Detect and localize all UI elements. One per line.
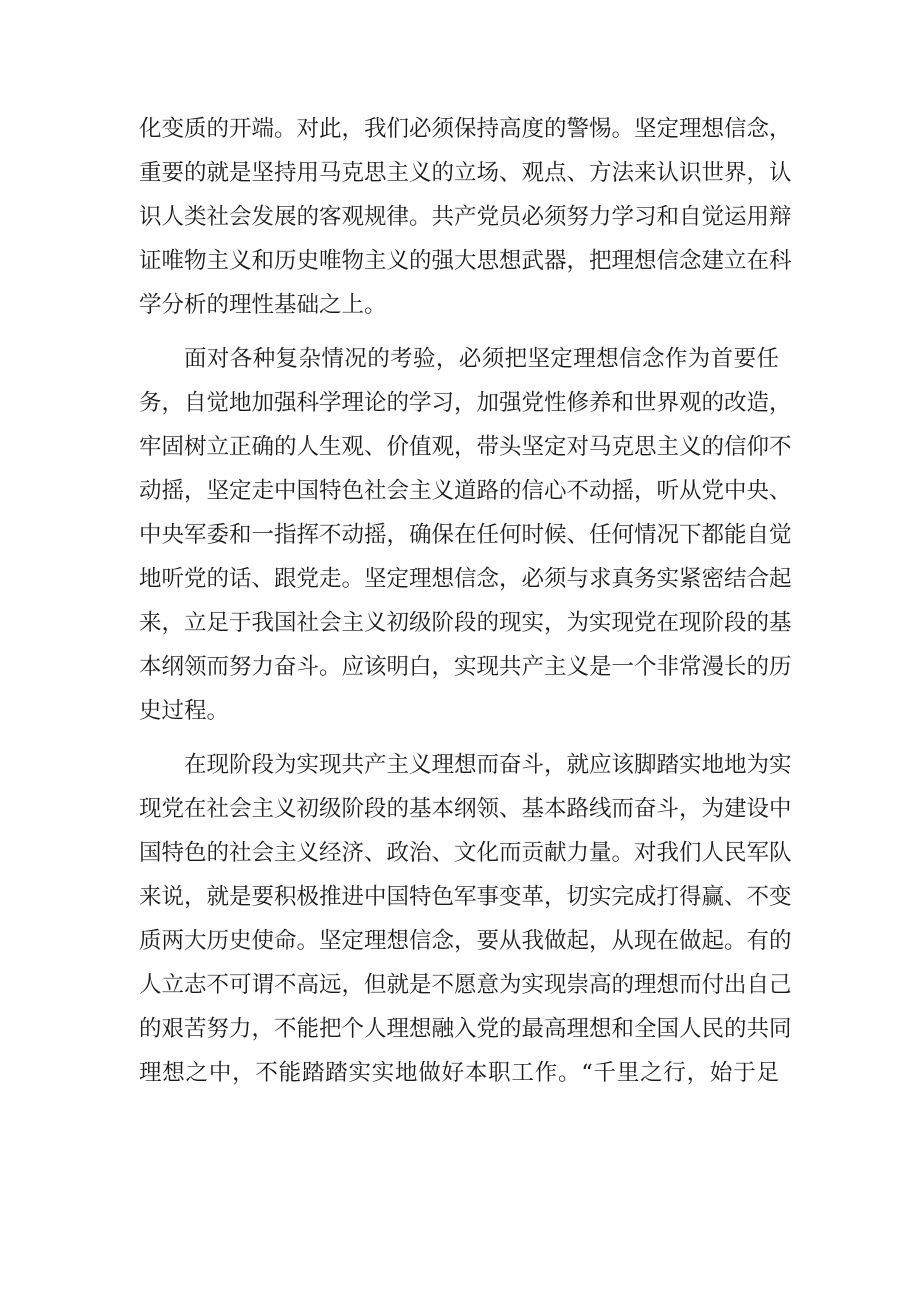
- text-line: 国特色的社会主义经济、政治、文化而贡献力量。对我们人民军队: [139, 840, 792, 866]
- text-line: 动摇，坚定走中国特色社会主义道路的信心不动摇，听从党中央、: [139, 478, 792, 504]
- text-line: 识人类社会发展的客观规律。共产党员必须努力学习和自觉运用辩: [139, 204, 792, 230]
- text-line: 人立志不可谓不高远，但就是不愿意为实现崇高的理想而付出自己: [139, 972, 792, 998]
- text-line: 务，自觉地加强科学理论的学习，加强党性修养和世界观的改造，: [139, 390, 792, 416]
- text-line: 重要的就是坚持用马克思主义的立场、观点、方法来认识世界，认: [139, 160, 792, 186]
- text-line: 的艰苦努力，不能把个人理想融入党的最高理想和全国人民的共同: [139, 1016, 792, 1042]
- paragraph-gap: [139, 327, 779, 337]
- paragraph-gap: [139, 733, 779, 743]
- text-line: 牢固树立正确的人生观、价值观，带头坚定对马克思主义的信仰不: [139, 434, 792, 460]
- text-line: 来说，就是要积极推进中国特色军事变革，切实完成打得赢、不变: [139, 884, 792, 910]
- text-line: 来，立足于我国社会主义初级阶段的现实，为实现党在现阶段的基: [139, 610, 792, 636]
- text-line: 本纲领而努力奋斗。应该明白，实现共产主义是一个非常漫长的历: [139, 654, 792, 680]
- text-line: 在现阶段为实现共产主义理想而奋斗，就应该脚踏实地地为实: [184, 752, 792, 778]
- text-line: 中央军委和一指挥不动摇，确保在任何时候、任何情况下都能自觉: [139, 522, 792, 548]
- paragraph: [139, 107, 792, 327]
- paragraph: [139, 337, 792, 733]
- text-line: 面对各种复杂情况的考验，必须把坚定理想信念作为首要任: [184, 346, 779, 372]
- text-line: 现党在社会主义初级阶段的基本纲领、基本路线而奋斗，为建设中: [139, 796, 792, 822]
- text-line: 学分析的理性基础之上。: [139, 292, 387, 318]
- text-line: 理想之中，不能踏踏实实地做好本职工作。“千里之行，始于足: [139, 1060, 779, 1086]
- text-line: 史过程。: [139, 698, 230, 724]
- document-body: [139, 107, 792, 1095]
- paragraph: [139, 743, 792, 1095]
- text-line: 质两大历史使命。坚定理想信念，要从我做起，从现在做起。有的: [139, 928, 792, 954]
- text-line: 地听党的话、跟党走。坚定理想信念，必须与求真务实紧密结合起: [139, 566, 792, 592]
- text-line: 化变质的开端。对此，我们必须保持高度的警惕。坚定理想信念，: [139, 116, 792, 142]
- text-line: 证唯物主义和历史唯物主义的强大思想武器，把理想信念建立在科: [139, 248, 792, 274]
